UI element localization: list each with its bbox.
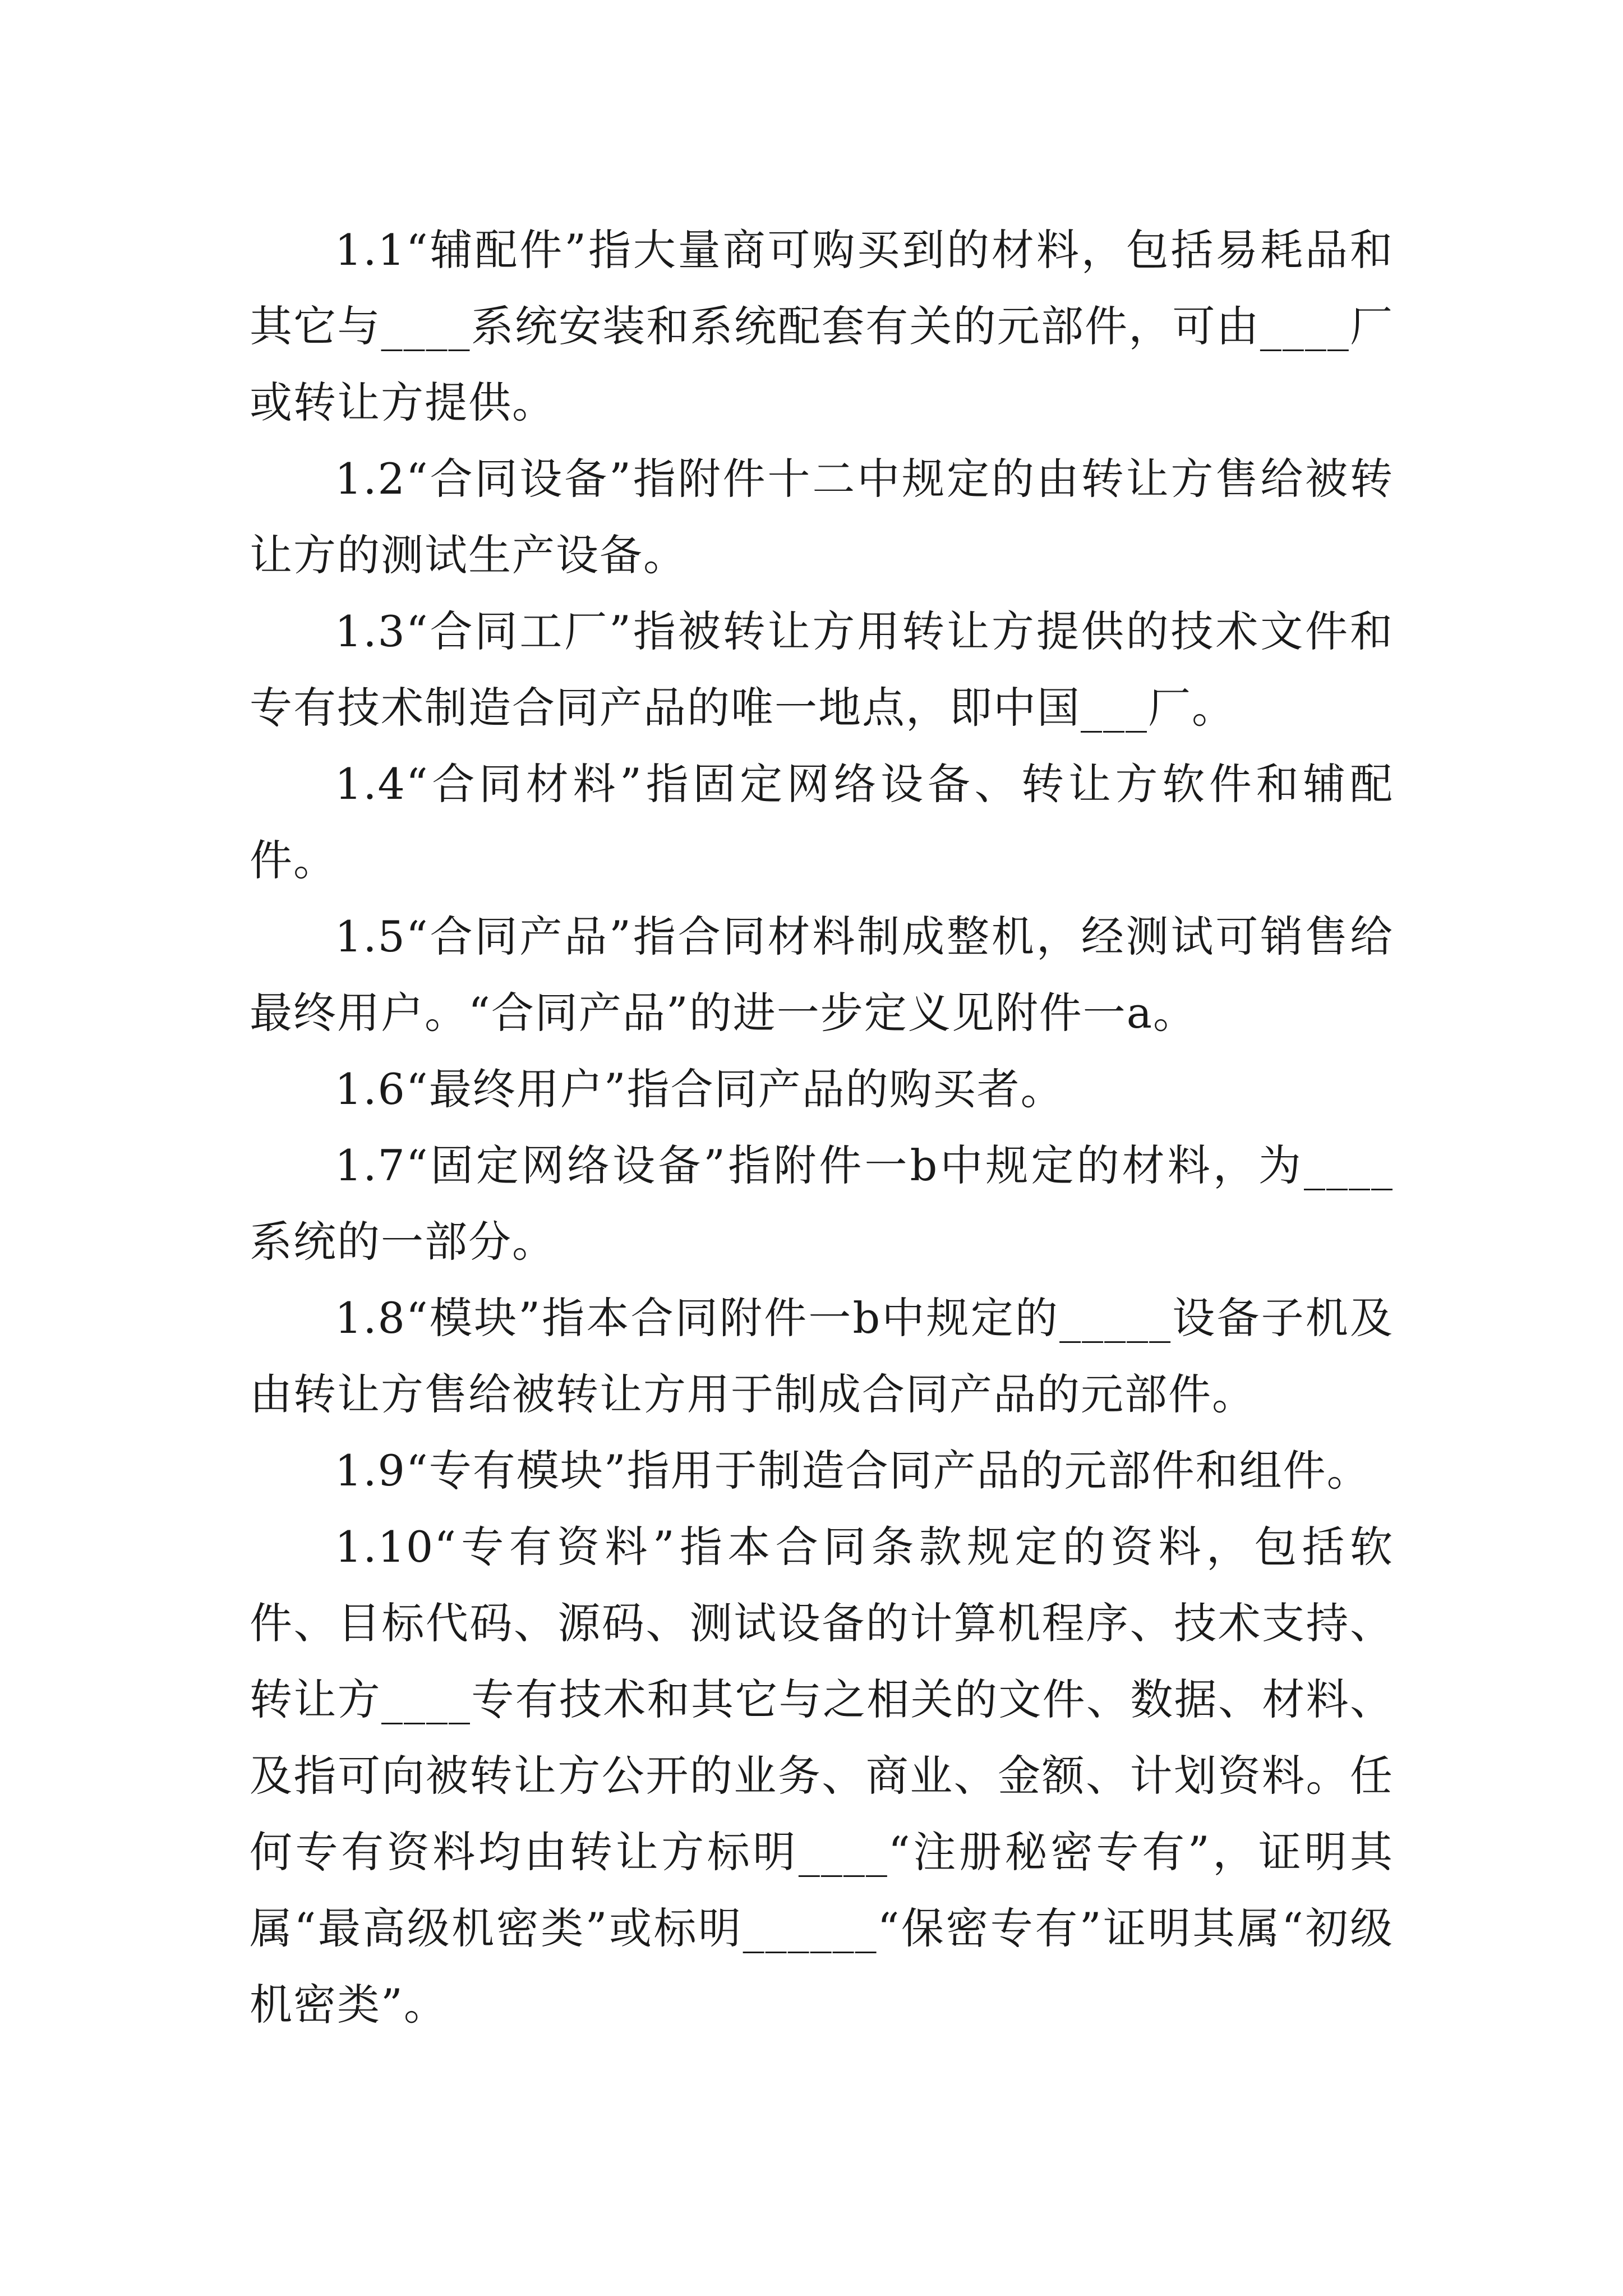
clause-1-7: 1.7“固定网络设备”指附件一b中规定的材料，为____系统的一部分。 bbox=[250, 1140, 1394, 1267]
contract-definitions bbox=[250, 212, 1394, 2043]
clause-1-5: 1.5“合同产品”指合同材料制成整机，经测试可销售给最终用户。“合同产品”的进一步定义见附件一a。 bbox=[250, 912, 1394, 1038]
clause-1-1: 1.1“辅配件”指大量商可购买到的材料，包括易耗品和其它与____系统安装和系统配套有关的元部件，可由____厂或转让方提供。 bbox=[250, 225, 1394, 427]
clause-1-8: 1.8“模块”指本合同附件一b中规定的_____设备子机及由转让方售给被转让方用于制成合同产品的元部件。 bbox=[250, 1293, 1394, 1419]
clause-1-10: 1.10“专有资料”指本合同条款规定的资料，包括软件、目标代码、源码、测试设备的计算机程序、技术支持、转让方____专有技术和其它与之相关的文件、数据、材料、及指可向被转让方公开的业务、商业、金额、计划资料。任何专有资料均由转让方标明____“注册秘密专有”，证明其属“最高级机密类”或标明______“保密专有”证明其属“初级机密类”。 bbox=[250, 1522, 1394, 2030]
clause-1-3: 1.3“合同工厂”指被转让方用转让方提供的技术文件和专有技术制造合同产品的唯一地点，即中国___厂。 bbox=[250, 606, 1394, 733]
clause-1-6: 1.6“最终用户”指合同产品的购买者。 bbox=[335, 1064, 1064, 1114]
clause-1-9: 1.9“专有模块”指用于制造合同产品的元部件和组件。 bbox=[335, 1446, 1371, 1496]
clause-1-2: 1.2“合同设备”指附件十二中规定的由转让方售给被转让方的测试生产设备。 bbox=[250, 454, 1394, 580]
clause-1-4: 1.4“合同材料”指固定网络设备、转让方软件和辅配件。 bbox=[250, 759, 1394, 885]
